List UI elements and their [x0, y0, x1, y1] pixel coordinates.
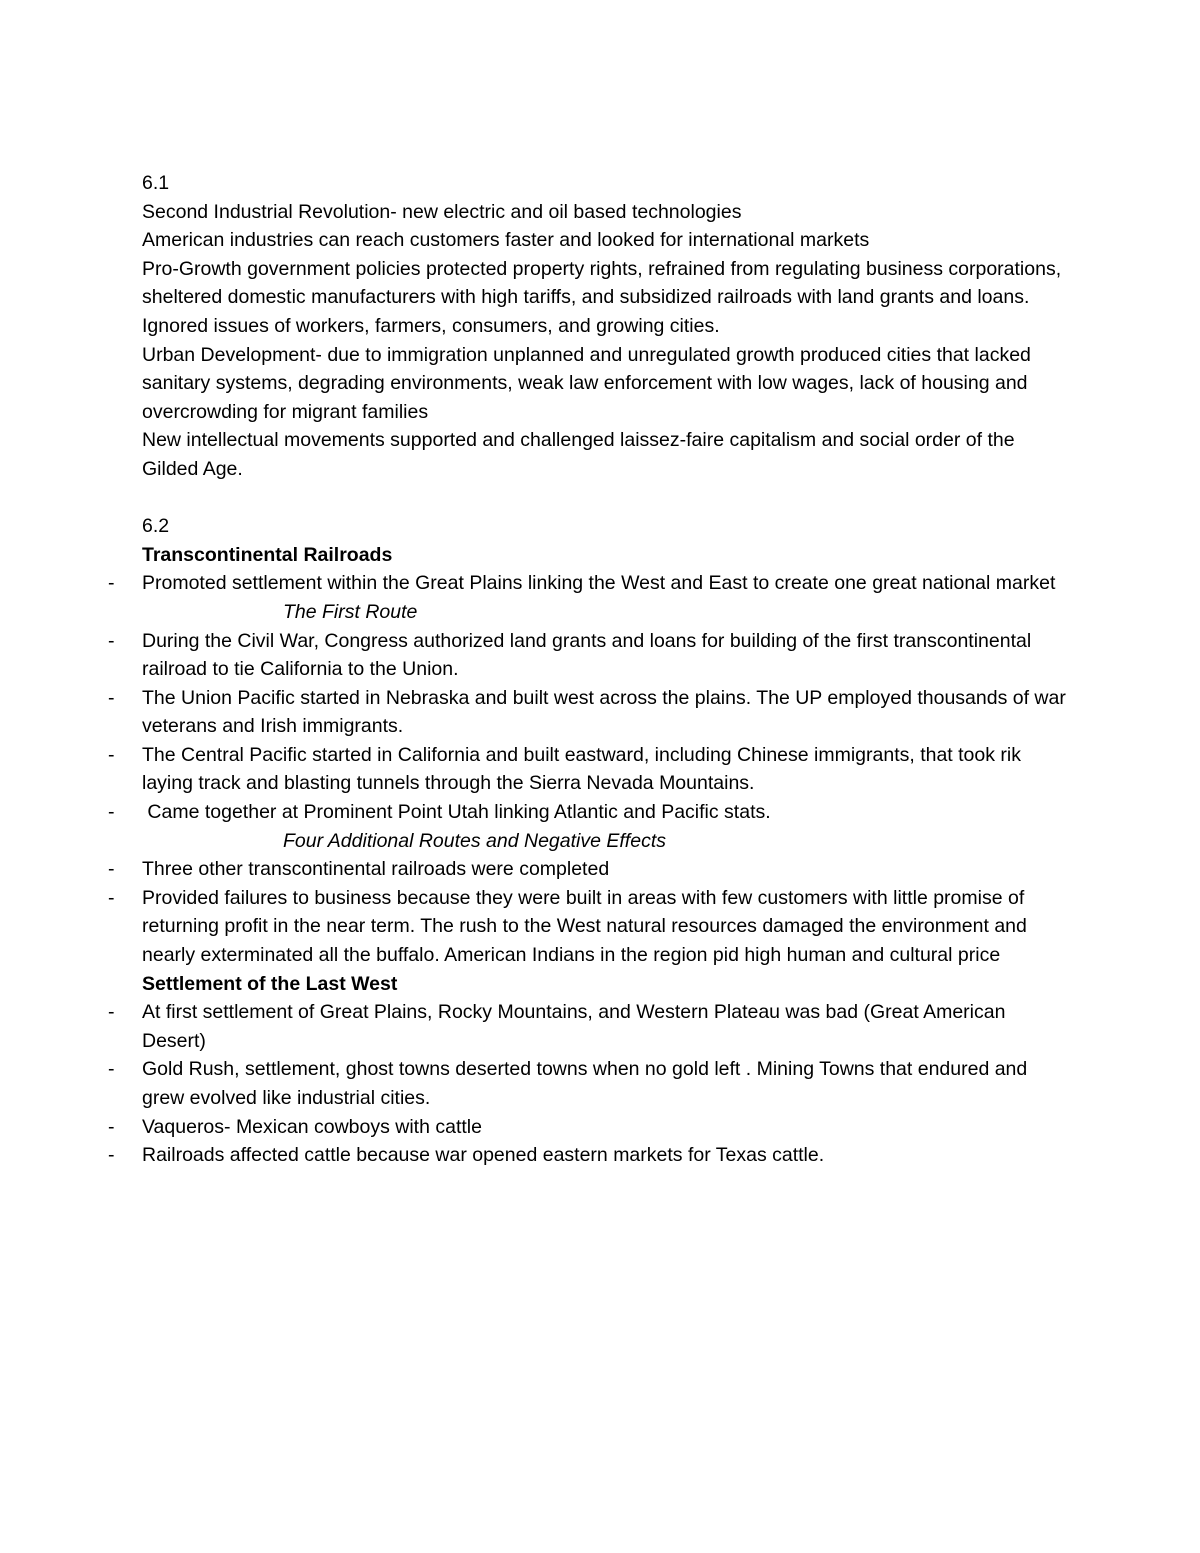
list-item: [108, 627, 1072, 684]
list-item-text: Promoted settlement within the Great Plains linking the West and East to create one great national market: [142, 572, 1056, 595]
spacer: [142, 484, 1072, 513]
heading-transcontinental-railroads: Transcontinental Railroads: [142, 543, 393, 566]
list-item-text: At first settlement of Great Plains, Rocky Mountains, and Western Plateau was bad (Great American Desert): [142, 1001, 1006, 1052]
subheading-first-route: The First Route: [283, 600, 418, 623]
heading-settlement-last-west: Settlement of the Last West: [142, 972, 398, 995]
list-item-text: Railroads affected cattle because war opened eastern markets for Texas cattle.: [142, 1144, 825, 1167]
dash-bullet: -: [108, 743, 115, 766]
list-item: [108, 884, 1072, 970]
dash-bullet: -: [108, 686, 115, 709]
section-number-6-1: 6.1: [142, 172, 170, 194]
list-item-text: The Central Pacific started in California and built eastward, including Chinese immigrants, that took rik laying track and blasting tunnels through the Sierra Nevada Mountains.: [142, 743, 1021, 795]
list-item: [108, 998, 1072, 1055]
list-item-text: Provided failures to business because they were built in areas with few customers with little promise of returning profit in the near term. The rush to the West natural resources damaged the environment and nearly exterminated all the buffalo. American Indians in the region pid high human and cultural price: [142, 886, 1027, 967]
settlement-list: [108, 998, 1072, 1170]
railroads-list: [108, 569, 1072, 598]
list-item: [108, 1055, 1072, 1112]
list-item-text: During the Civil War, Congress authorized land grants and loans for building of the first transcontinental railroad to tie California to the Union.: [142, 629, 1032, 681]
section-number-6-2: 6.2: [142, 515, 170, 538]
dash-bullet: -: [108, 629, 115, 652]
dash-bullet: -: [108, 1058, 115, 1081]
paragraph: American industries can reach customers faster and looked for international markets: [142, 229, 870, 252]
dash-bullet: -: [108, 1115, 115, 1138]
list-item: [108, 1113, 1072, 1142]
list-item: [108, 684, 1072, 741]
dash-bullet: -: [108, 801, 115, 824]
list-item-text: Vaqueros- Mexican cowboys with cattle: [142, 1115, 482, 1138]
list-item-text: Came together at Prominent Point Utah linking Atlantic and Pacific stats.: [142, 801, 771, 824]
paragraph: Urban Development- due to immigration unplanned and unregulated growth produced cities that lacked sanitary systems, degrading environments, weak law enforcement with low wages, lack of housing and overcrowding for migrant families: [142, 343, 1031, 423]
additional-routes-list: [108, 855, 1072, 969]
dash-bullet: -: [108, 1001, 115, 1024]
list-item: [108, 569, 1072, 598]
list-item-text: Three other transcontinental railroads were completed: [142, 858, 610, 881]
list-item: [108, 741, 1072, 798]
subheading-additional-routes: Four Additional Routes and Negative Effects: [283, 829, 666, 852]
paragraph: New intellectual movements supported and challenged laissez-faire capitalism and social order of the Gilded Age.: [142, 429, 1015, 480]
dash-bullet: -: [108, 858, 115, 881]
document-page: [108, 169, 1072, 1170]
list-item: [108, 1141, 1072, 1170]
list-item: [108, 798, 1072, 827]
first-route-list: [108, 627, 1072, 827]
dash-bullet: -: [108, 1144, 115, 1167]
list-item: [108, 855, 1072, 884]
dash-bullet: -: [108, 572, 115, 595]
list-item-text: The Union Pacific started in Nebraska and built west across the plains. The UP employed thousands of war veterans and Irish immigrants.: [142, 686, 1066, 738]
paragraph: Second Industrial Revolution- new electric and oil based technologies: [142, 200, 742, 223]
dash-bullet: -: [108, 886, 115, 909]
paragraph: Pro-Growth government policies protected property rights, refrained from regulating business corporations, sheltered domestic manufacturers with high tariffs, and subsidized railroads with land grants and loans. Ignored issues of workers, farmers, consumers, and growing cities.: [142, 257, 1062, 337]
list-item-text: Gold Rush, settlement, ghost towns deserted towns when no gold left . Mining Towns that endured and grew evolved like industrial cities.: [142, 1058, 1028, 1109]
